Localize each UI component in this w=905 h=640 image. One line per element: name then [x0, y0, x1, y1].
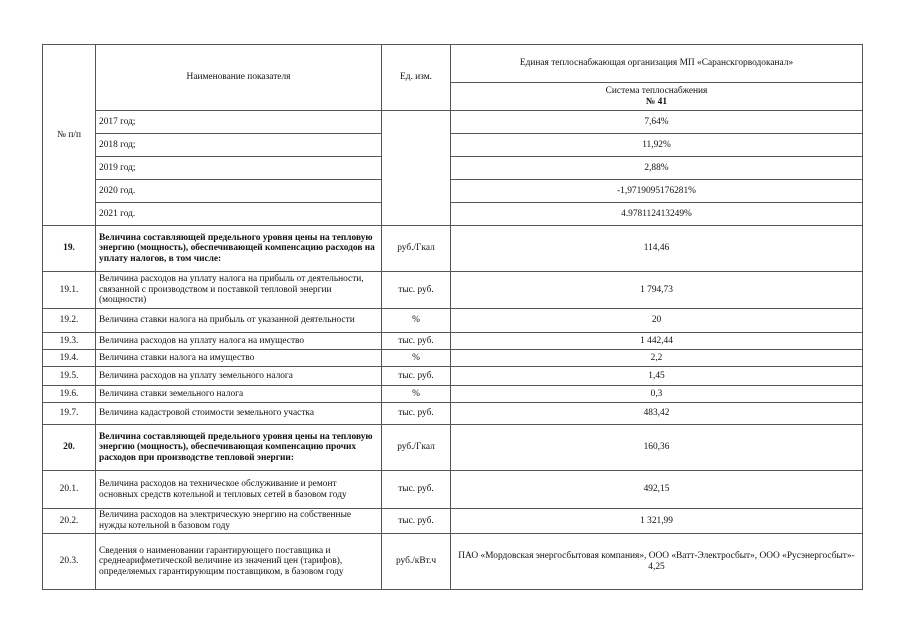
table-row	[43, 333, 863, 350]
year-value: -1,9719095176281%	[451, 180, 863, 203]
row-value: 160,36	[451, 425, 863, 471]
row-unit: тыс. руб.	[382, 333, 451, 350]
table-row	[43, 509, 863, 534]
row-name: Величина расходов на техническое обслуживание и ремонт основных средств котельной и тепловых сетей в базовом году	[96, 471, 382, 509]
row-name: Сведения о наименовании гарантирующего поставщика и среднеарифметической величине из значений цен (тарифов), определяемых гарантирующим поставщиком, в базовом году	[96, 534, 382, 590]
year-row	[43, 180, 863, 203]
year-value: 4.978112413249%	[451, 203, 863, 226]
tariff-table	[42, 44, 863, 590]
year-row	[43, 111, 863, 134]
table-row	[43, 309, 863, 333]
table-row	[43, 367, 863, 386]
row-value: 492,15	[451, 471, 863, 509]
header-system	[451, 83, 863, 111]
row-value: 1 794,73	[451, 272, 863, 309]
row-value: 1 442,44	[451, 333, 863, 350]
row-name: Величина составляющей предельного уровня цены на тепловую энергию (мощность), обеспечивающей компенсацию расходов на уплату налогов, в том числе:	[96, 226, 382, 272]
year-row	[43, 157, 863, 180]
row-value: 114,46	[451, 226, 863, 272]
header-system-line1: Система теплоснабжения	[605, 85, 708, 96]
row-name: Величина составляющей предельного уровня цены на тепловую энергию (мощность), обеспечивающая компенсацию прочих расходов при производстве тепловой энергии:	[96, 425, 382, 471]
row-num: 19.	[43, 226, 96, 272]
row-unit: руб./кВт.ч	[382, 534, 451, 590]
row-name: Величина ставки земельного налога	[96, 386, 382, 403]
header-system-line2: № 41	[645, 96, 668, 107]
header-unit: Ед. изм.	[382, 45, 451, 111]
year-value: 7,64%	[451, 111, 863, 134]
row-num: 20.	[43, 425, 96, 471]
year-label: 2019 год;	[96, 157, 382, 180]
table-row	[43, 386, 863, 403]
year-label: 2020 год.	[96, 180, 382, 203]
row-value: 0,3	[451, 386, 863, 403]
row-value: 20	[451, 309, 863, 333]
row-unit: тыс. руб.	[382, 471, 451, 509]
row-name: Величина расходов на электрическую энергию на собственные нужды котельной в базовом году	[96, 509, 382, 534]
row-name: Величина расходов на уплату налога на имущество	[96, 333, 382, 350]
row-num: 19.7.	[43, 403, 96, 425]
year-unit-empty	[382, 111, 451, 226]
year-row	[43, 134, 863, 157]
row-num: 20.1.	[43, 471, 96, 509]
row-value: 2,2	[451, 350, 863, 367]
row-name: Величина ставки налога на имущество	[96, 350, 382, 367]
table-row	[43, 272, 863, 309]
row-unit: тыс. руб.	[382, 509, 451, 534]
year-label: 2021 год.	[96, 203, 382, 226]
row-name: Величина кадастровой стоимости земельного участка	[96, 403, 382, 425]
table-row	[43, 534, 863, 590]
row-num: 19.5.	[43, 367, 96, 386]
header-num: № п/п	[43, 45, 96, 226]
row-name: Величина расходов на уплату налога на прибыль от деятельности, связанной с производством и поставкой тепловой энергии (мощности)	[96, 272, 382, 309]
header-name: Наименование показателя	[96, 45, 382, 111]
year-value: 2,88%	[451, 157, 863, 180]
row-num: 19.3.	[43, 333, 96, 350]
row-num: 20.2.	[43, 509, 96, 534]
year-label: 2018 год;	[96, 134, 382, 157]
header-row	[43, 45, 863, 83]
row-unit: %	[382, 386, 451, 403]
row-unit: тыс. руб.	[382, 403, 451, 425]
row-unit: руб./Гкал	[382, 425, 451, 471]
row-unit: руб./Гкал	[382, 226, 451, 272]
row-value: 1 321,99	[451, 509, 863, 534]
row-value: 483,42	[451, 403, 863, 425]
table-row	[43, 403, 863, 425]
row-num: 20.3.	[43, 534, 96, 590]
row-name: Величина ставки налога на прибыль от указанной деятельности	[96, 309, 382, 333]
row-unit: %	[382, 309, 451, 333]
table-row	[43, 425, 863, 471]
year-label: 2017 год;	[96, 111, 382, 134]
row-unit: тыс. руб.	[382, 272, 451, 309]
table-row	[43, 226, 863, 272]
row-name: Величина расходов на уплату земельного налога	[96, 367, 382, 386]
row-num: 19.1.	[43, 272, 96, 309]
row-unit: %	[382, 350, 451, 367]
row-value: 1,45	[451, 367, 863, 386]
year-value: 11,92%	[451, 134, 863, 157]
row-num: 19.6.	[43, 386, 96, 403]
row-value: ПАО «Мордовская энергосбытовая компания», ООО «Ватт-Электросбыт», ООО «Русэнергосбыт»- 4,25	[451, 534, 863, 590]
table-row	[43, 471, 863, 509]
header-org: Единая теплоснабжающая организация МП «Саранскгорводоканал»	[451, 45, 863, 83]
row-unit: тыс. руб.	[382, 367, 451, 386]
table-row	[43, 350, 863, 367]
year-row	[43, 203, 863, 226]
row-num: 19.4.	[43, 350, 96, 367]
row-num: 19.2.	[43, 309, 96, 333]
